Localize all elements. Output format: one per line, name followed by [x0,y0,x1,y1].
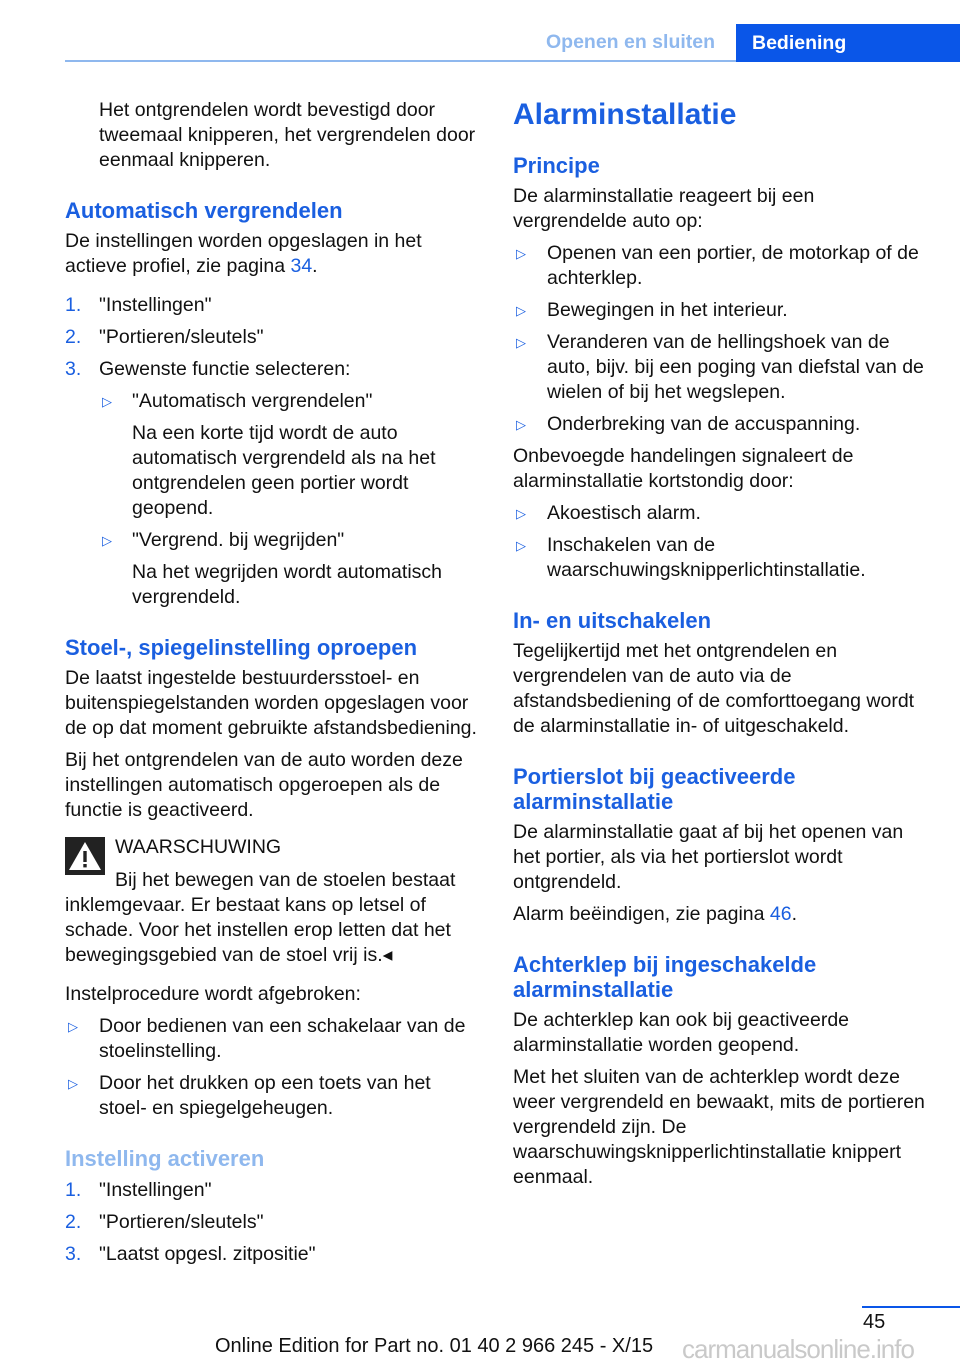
page-link[interactable]: 46 [769,903,792,925]
triangle-bullet-icon: ▷ [68,1019,78,1034]
triangle-bullet-icon: ▷ [516,417,526,432]
list-item: 1. "Instellingen" [65,1179,212,1201]
triangle-bullet-icon: ▷ [516,538,526,553]
principle-list [513,241,933,437]
warning-title: WAARSCHUWING [115,836,282,858]
list-item: 2. "Portieren/sleutels" [65,326,264,348]
triangle-bullet-icon: ▷ [516,303,526,318]
list-item: ▷ "Automatisch vergrendelen" Na een korte tijd wordt de auto automatisch vergrendeld als na het ontgrendelen geen portier wordt geopend. [102,390,436,519]
triangle-bullet-icon: ▷ [516,506,526,521]
watermark: carmanualsonline.info [682,1334,914,1362]
list-item: ▷ Openen van een portier, de motorkap of de achterklep. [516,242,919,289]
triangle-bullet-icon: ▷ [516,246,526,261]
heading-seat-mirror: Stoel-, spiegelinstelling oproepen [65,635,418,660]
list-item: 1. "Instellingen" [65,294,212,316]
heading-on-off: In- en uitschakelen [513,608,712,633]
right-column [513,97,933,1197]
door-lock-text: De alarminstallatie gaat af bij het openen van het portier, als via het portierslot wordt ontgrendeld. [513,821,904,893]
list-item: 3. Gewenste functie selecteren: ▷ "Automatisch vergrendelen" Na een korte tijd wordt de auto automatisch vergrendeld als na het ontgrendelen geen portier wordt geopend. ▷ "Vergrend. bij wegrijden" Na het wegrijden wordt automatisch vergrendeld. [65,357,483,610]
heading-activate: Instelling activeren [65,1146,265,1171]
heading-tailgate: Achterklep bij ingeschakelde alarminstallatie [513,952,817,1002]
footer-rule [862,1306,960,1308]
page-number: 45 [863,1311,886,1333]
abort-list [65,1014,483,1121]
triangle-bullet-icon: ▷ [102,533,112,548]
abort-text: Instelprocedure wordt afgebroken: [65,983,361,1005]
list-item: ▷ Onderbreking van de accuspanning. [516,413,861,435]
signal-list [513,501,933,583]
seat-text-1: De laatst ingestelde bestuurdersstoel- en buitenspiegelstanden worden opgeslagen voor de op dat moment gebruikte afstandsbediening. [65,667,477,739]
principle-text-2: Onbevoegde handelingen signaleert de alarminstallatie kortstondig door: [513,445,854,492]
auto-lock-text: De instellingen worden opgeslagen in het actieve profiel, zie pagina 34. [65,230,422,277]
list-item: ▷ "Vergrend. bij wegrijden" Na het wegrijden wordt automatisch vergrendeld. [102,529,442,608]
tailgate-text: De achterklep kan ook bij geactiveerde alarminstallatie worden geopend. [513,1009,850,1056]
warning-icon [65,837,105,875]
list-item: ▷ Bewegingen in het interieur. [516,299,788,321]
list-item: ▷ Door het drukken op een toets van het stoel- en spiegelgeheugen. [68,1072,431,1119]
page-title: Alarminstallatie [513,98,737,131]
principle-text: De alarminstallatie reageert bij een vergrendelde auto op: [513,185,815,232]
heading-principle: Principe [513,153,600,178]
left-column [65,98,483,1274]
triangle-bullet-icon: ▷ [516,335,526,350]
intro-text: Het ontgrendelen wordt bevestigd door tweemaal knipperen, het vergrendelen door eenmaal knipperen. [99,99,476,171]
warning-box [65,835,483,968]
warning-text: Bij het bewegen van de stoelen bestaat inklemgevaar. Er bestaat kans op letsel of schade. Voor het instellen erop letten dat het bewegingsgebied van de stoel vrij is.◂ [65,869,456,966]
list-item: 3. "Laatst opgesl. zitpositie" [65,1243,316,1265]
triangle-bullet-icon: ▷ [102,394,112,409]
header-rule [65,60,736,62]
list-item: ▷ Akoestisch alarm. [516,502,701,524]
auto-lock-steps [65,293,483,610]
footer-edition: Online Edition for Part no. 01 40 2 966 245 - X/15 [215,1335,654,1357]
on-off-text: Tegelijkertijd met het ontgrendelen en vergrendelen van de auto via de afstandsbediening of de comforttoegang wordt de alarminstallatie in- of uitgeschakeld. [513,640,915,737]
header-section: Openen en sluiten [546,31,716,53]
list-item: ▷ Veranderen van de hellingshoek van de auto, bijv. bij een poging van diefstal van de wielen of bij het wegslepen. [516,331,924,403]
list-item: ▷ Inschakelen van de waarschuwingsknipperlichtinstallatie. [516,534,866,581]
heading-auto-lock: Automatisch vergrendelen [65,198,343,223]
page-link[interactable]: 34 [290,255,313,277]
header-chapter-tab: Bediening [736,24,960,62]
option-list [99,389,483,610]
list-item: 2. "Portieren/sleutels" [65,1211,264,1233]
door-lock-text-2: Alarm beëindigen, zie pagina 46. [513,903,798,925]
tailgate-text-2: Met het sluiten van de achterklep wordt deze weer vergrendeld en bewaakt, mits de portieren vergrendeld zijn. De waarschuwingsknipperlichtinstallatie knippert eenmaal. [513,1066,925,1188]
triangle-bullet-icon: ▷ [68,1076,78,1091]
heading-door-lock: Portierslot bij geactiveerde alarminstallatie [513,764,796,814]
list-item: ▷ Door bedienen van een schakelaar van de stoelinstelling. [68,1015,466,1062]
seat-text-2: Bij het ontgrendelen van de auto worden deze instellingen automatisch opgeroepen als de functie is geactiveerd. [65,749,463,821]
activate-steps [65,1178,483,1267]
